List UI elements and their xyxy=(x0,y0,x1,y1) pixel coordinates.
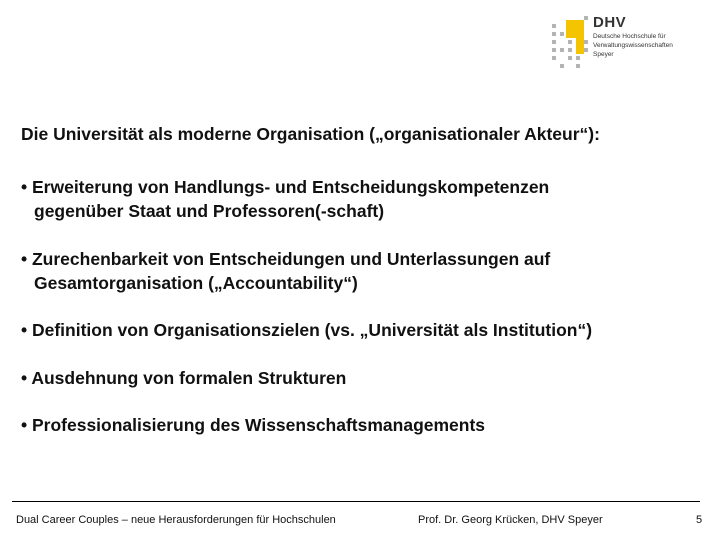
logo-subtitle-line1: Deutsche Hochschule für xyxy=(593,33,666,40)
footer-author: Prof. Dr. Georg Krücken, DHV Speyer xyxy=(418,514,603,526)
footer-title: Dual Career Couples – neue Herausforderungen für Hochschulen xyxy=(16,514,336,526)
page-number: 5 xyxy=(696,514,703,526)
logo-subtitle-line3: Speyer xyxy=(593,51,614,58)
bullet-item xyxy=(21,175,549,223)
dhv-logo-mark xyxy=(550,16,590,72)
slide-heading: Die Universität als moderne Organisation („organisationaler Akteur“): xyxy=(21,124,600,144)
dhv-logo-text xyxy=(593,14,673,59)
bullet-text-continuation: gegenüber Staat und Professoren(-schaft) xyxy=(34,201,385,221)
bullet-text: • Zurechenbarkeit von Entscheidungen und Unterlassungen auf xyxy=(21,249,551,269)
bullet-text: • Professionalisierung des Wissenschaftsmanagements xyxy=(21,415,486,435)
footer-divider xyxy=(12,501,700,502)
bullet-text-continuation: Gesamtorganisation („Accountability“) xyxy=(34,273,358,293)
logo-title: DHV xyxy=(593,14,627,31)
bullet-text: • Erweiterung von Handlungs- und Entscheidungskompetenzen xyxy=(21,177,550,197)
bullet-item xyxy=(21,366,346,390)
bullet-text: • Definition von Organisationszielen (vs. „Universität als Institution“) xyxy=(21,320,593,340)
bullet-text: • Ausdehnung von formalen Strukturen xyxy=(21,368,347,388)
bullet-item xyxy=(21,318,592,342)
bullet-item xyxy=(21,247,550,295)
dhv-logo xyxy=(550,14,700,76)
bullet-item xyxy=(21,413,485,437)
logo-subtitle-line2: Verwaltungswissenschaften xyxy=(593,42,673,49)
